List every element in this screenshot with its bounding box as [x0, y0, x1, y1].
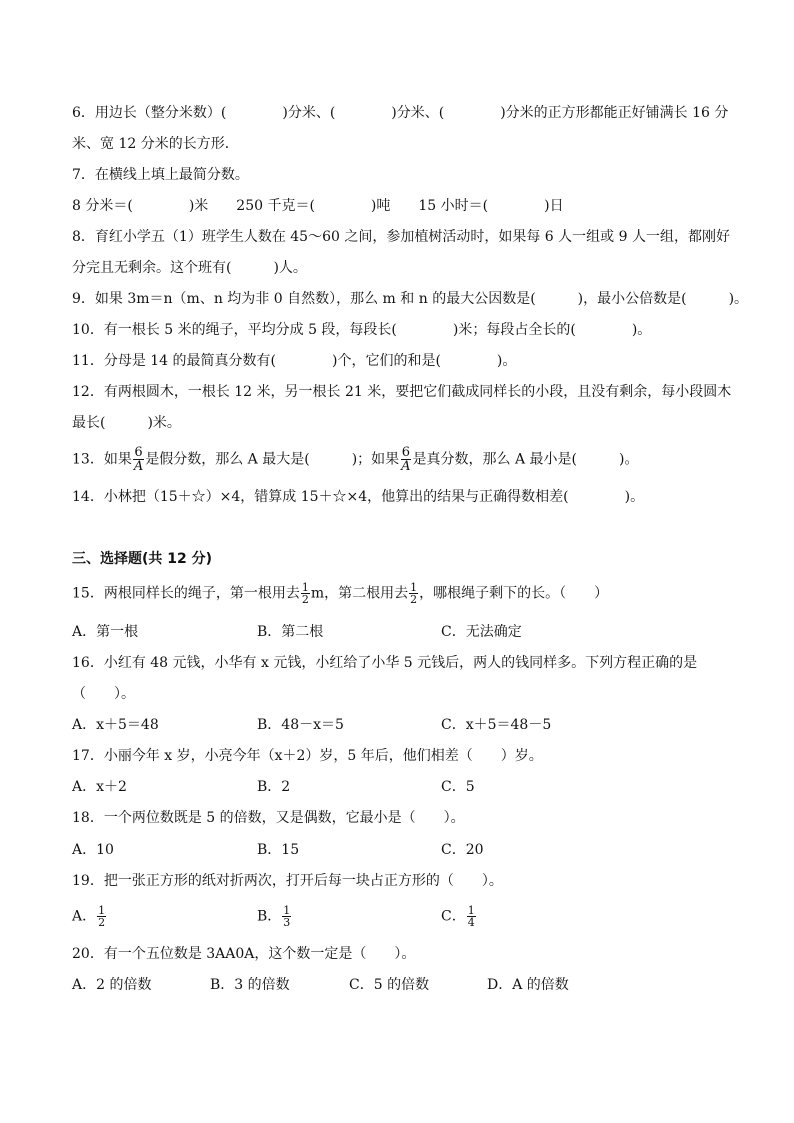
q20-option-a[interactable]: A．2 的倍数 [72, 977, 152, 993]
q18-option-a[interactable]: A．10 [72, 842, 114, 858]
q13-part3: 是真分数，那么 A 最小是( )。 [412, 451, 639, 468]
q20-option-d[interactable]: D．A 的倍数 [487, 977, 569, 993]
q11-line: 11．分母是 14 的最简真分数有( )个，它们的和是( )。 [72, 353, 517, 369]
q19-fraction-a: $\frac{1}{2}$ [98, 904, 106, 929]
q18-line: 18．一个两位数既是 5 的倍数，又是偶数，它最小是（ ）。 [72, 810, 465, 826]
q15-option-c[interactable]: C．无法确定 [441, 624, 522, 640]
q15-line [72, 582, 608, 605]
q19-fraction-b: $\frac{1}{3}$ [283, 904, 291, 929]
q8-line2: 分完且无剩余。这个班有( )人。 [72, 260, 307, 276]
q13-fraction-1: $\frac{6}{A}$ [133, 445, 144, 474]
q20-option-c[interactable]: C．5 的倍数 [349, 977, 430, 993]
section-heading: 三、选择题(共 12 分) [72, 551, 213, 567]
q17-option-a[interactable]: A．x＋2 [72, 779, 127, 795]
q6-line2: 米、宽 12 分米的长方形． [72, 136, 239, 152]
q17-option-b[interactable]: B．2 [257, 779, 291, 795]
q18-option-b[interactable]: B．15 [257, 842, 300, 858]
q19-option-b[interactable]: B． $\frac{1}{3}$ [257, 904, 291, 929]
q10-line: 10．有一根长 5 米的绳子，平均分成 5 段，每段长( )米；每段占全长的( )。 [72, 322, 652, 338]
q12-line2: 最长( )米。 [72, 415, 181, 431]
q7-line2: 8 分米＝( )米 250 千克＝( )吨 15 小时＝( )日 [72, 198, 564, 214]
q15-fraction-2: $\frac{1}{2}$ [410, 581, 418, 606]
q16-line2: （ ）。 [72, 686, 135, 702]
q13-line [72, 446, 638, 473]
q16-option-a[interactable]: A．x＋5＝48 [72, 717, 159, 733]
q15-part2: m，第二根用去 [310, 585, 409, 602]
q15-option-a[interactable]: A．第一根 [72, 624, 139, 640]
q17-option-c[interactable]: C．5 [441, 779, 475, 795]
q19-line: 19．把一张正方形的纸对折两次，打开后每一块占正方形的（ ）。 [72, 873, 503, 889]
q15-fraction-1: $\frac{1}{2}$ [301, 581, 309, 606]
q8-line1: 8．育红小学五（1）班学生人数在 45～60 之间，参加植树活动时，如果每 6 人一组或 9 人一组，都刚好 [72, 229, 730, 245]
q7-line1: 7．在横线上填上最简分数。 [72, 167, 249, 183]
q18-option-c[interactable]: C．20 [441, 842, 484, 858]
q15-part3: ，哪根绳子剩下的长。（ ） [419, 585, 609, 602]
q16-line1: 16．小红有 48 元钱，小华有 x 元钱，小红给了小华 5 元钱后，两人的钱同样多。下列方程正确的是 [72, 655, 698, 671]
q20-line: 20．有一个五位数是 3AA0A，这个数一定是（ ）。 [72, 946, 416, 962]
q15-part1: 15．两根同样长的绳子，第一根用去 [72, 585, 300, 602]
q9-line: 9．如果 3m＝n（m、n 均为非 0 自然数），那么 m 和 n 的最大公因数是( )，最小公倍数是( )。 [72, 291, 749, 307]
q17-line: 17．小丽今年 x 岁，小亮今年（x＋2）岁，5 年后，他们相差（ ）岁。 [72, 748, 543, 764]
q12-line1: 12．有两根圆木，一根长 12 米，另一根长 21 米，要把它们截成同样长的小段，且没有剩余，每小段圆木 [72, 384, 732, 400]
q16-option-c[interactable]: C．x＋5＝48－5 [441, 717, 552, 733]
q6-line1: 6．用边长（整分米数）( )分米、( )分米、( )分米的正方形都能正好铺满长 16 分 [72, 105, 729, 121]
q16-option-b[interactable]: B．48－x＝5 [257, 717, 344, 733]
q19-fraction-c: $\frac{1}{4}$ [467, 904, 475, 929]
q15-option-b[interactable]: B．第二根 [257, 624, 324, 640]
q19-option-c[interactable]: C． $\frac{1}{4}$ [441, 904, 475, 929]
q13-part1: 13．如果 [72, 451, 132, 468]
q20-option-b[interactable]: B．3 的倍数 [210, 977, 290, 993]
q19-option-a[interactable]: A． $\frac{1}{2}$ [72, 904, 106, 929]
q13-part2: 是假分数，那么 A 最大是( )；如果 [145, 451, 400, 468]
q14-line: 14．小林把（15＋☆）×4，错算成 15＋☆×4，他算出的结果与正确得数相差( )。 [72, 489, 645, 505]
q13-fraction-2: $\frac{6}{A}$ [401, 445, 411, 474]
